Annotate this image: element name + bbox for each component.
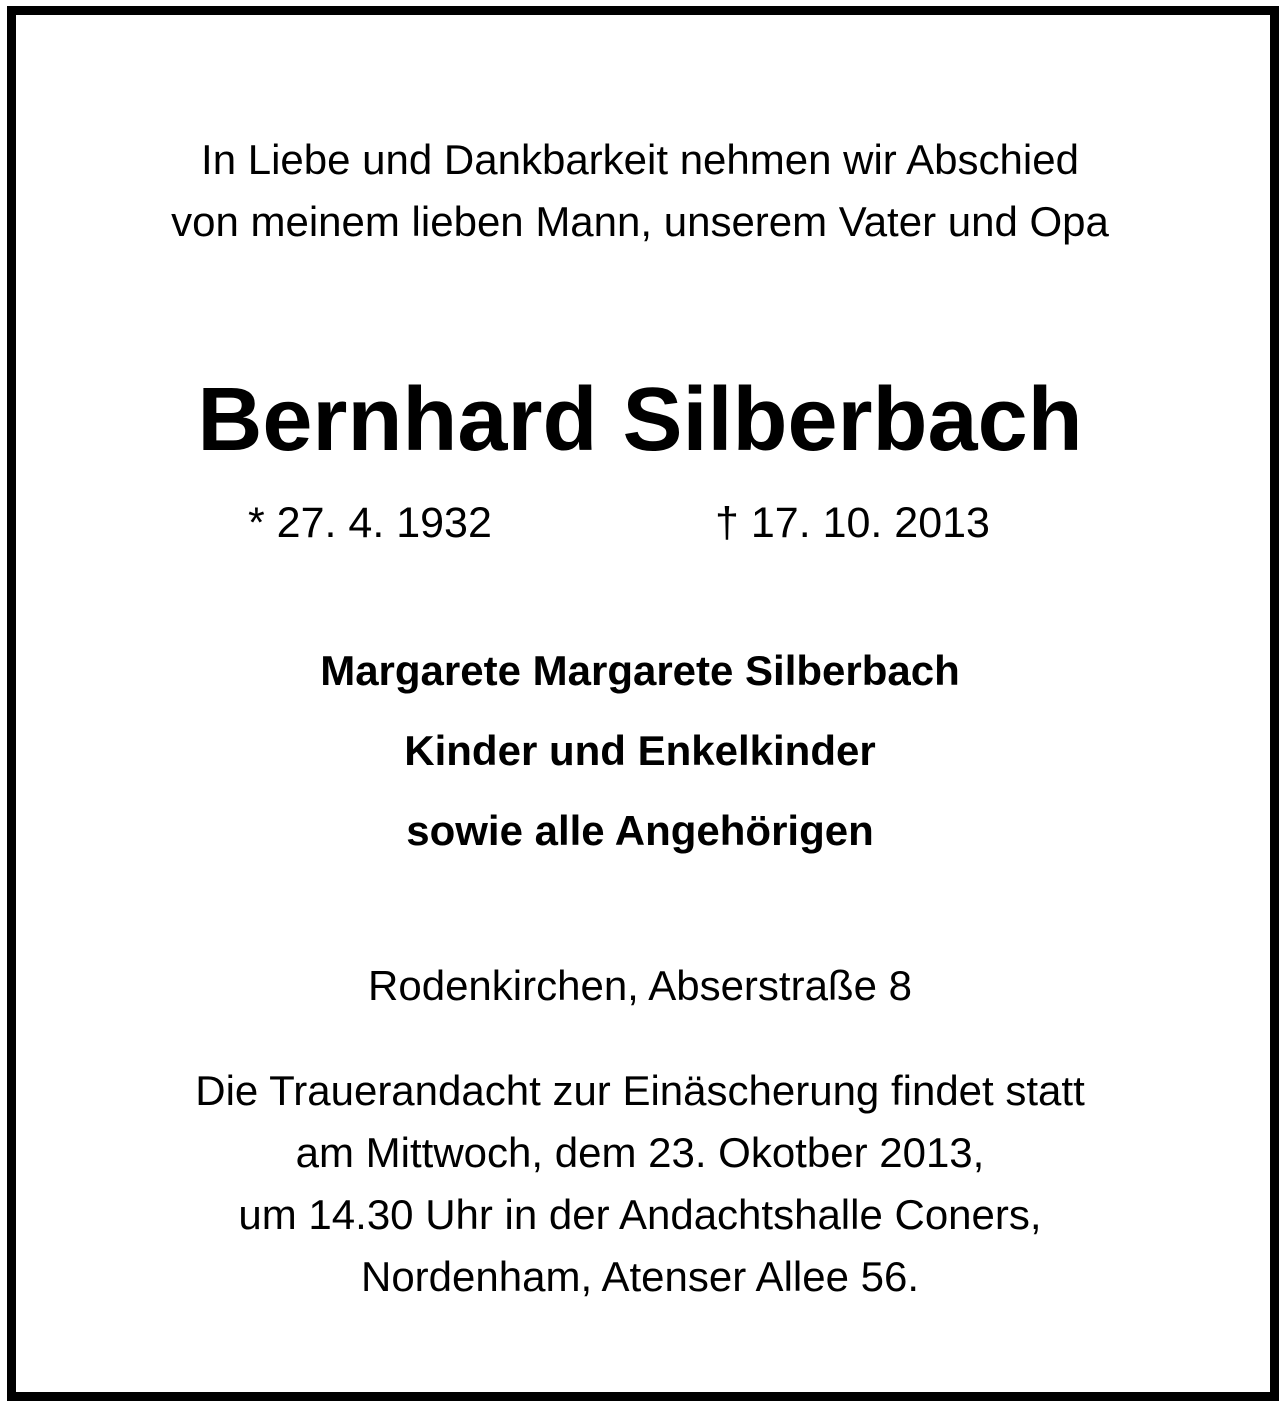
- service-line-3: um 14.30 Uhr in der Andachtshalle Coners,: [238, 1191, 1042, 1238]
- service-line-4: Nordenham, Atenser Allee 56.: [360, 1253, 920, 1300]
- address: Rodenkirchen, Abserstraße 8: [368, 962, 912, 1009]
- birth-date: * 27. 4. 1932: [248, 499, 492, 547]
- intro-line-1: In Liebe und Dankbarkeit nehmen wir Abschied: [201, 136, 1079, 183]
- deceased-name: Bernhard Silberbach: [197, 370, 1083, 470]
- mourner-line-3: sowie alle Angehörigen: [406, 807, 874, 854]
- mourner-line-2: Kinder und Enkelkinder: [404, 727, 876, 774]
- mourner-line-1: Margarete Margarete Silberbach: [320, 647, 960, 694]
- service-line-2: am Mittwoch, dem 23. Okotber 2013,: [295, 1129, 985, 1176]
- service-line-1: Die Trauerandacht zur Einäscherung findet statt: [195, 1067, 1085, 1114]
- death-date: † 17. 10. 2013: [715, 499, 990, 547]
- intro-line-2: von meinem lieben Mann, unserem Vater und Opa: [171, 198, 1109, 245]
